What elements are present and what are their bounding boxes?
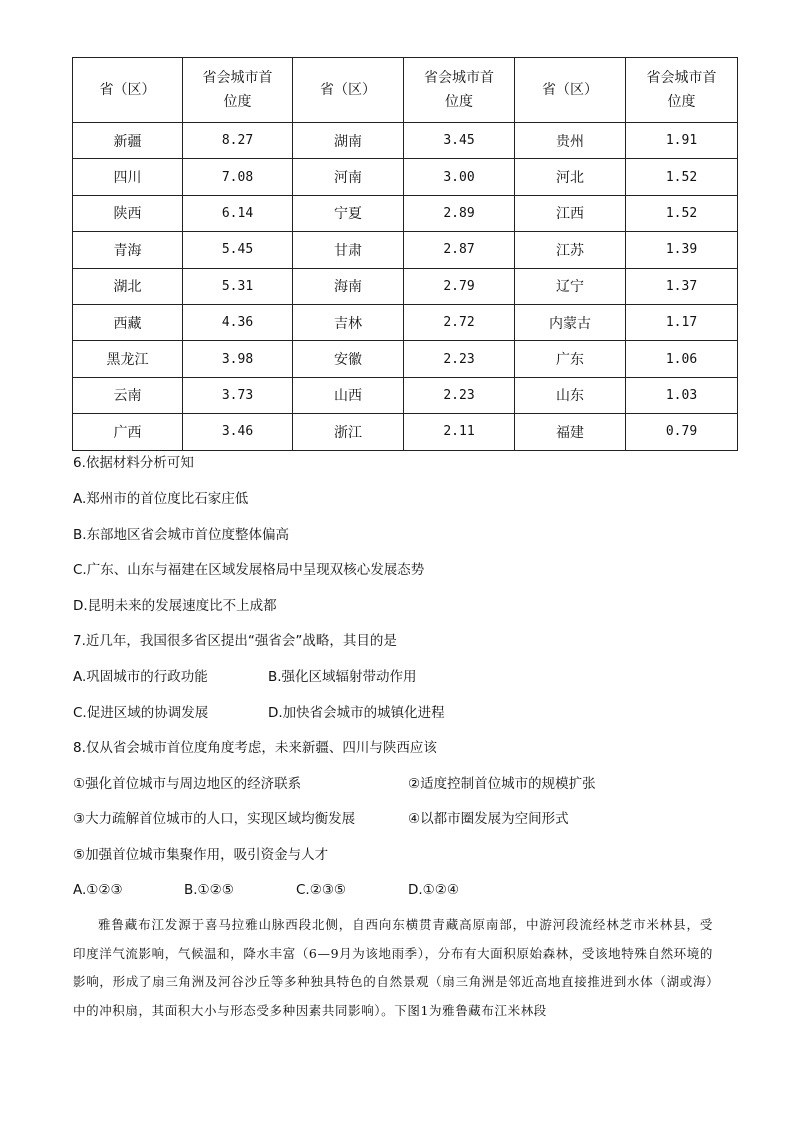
q7-option-b: B.强化区域辐射带动作用	[268, 669, 417, 685]
primacy-cell: 5.45	[183, 232, 293, 268]
primacy-cell: 2.23	[404, 341, 515, 377]
table-row	[73, 304, 738, 340]
header-primacy-3: 省会城市首位度	[626, 58, 738, 123]
province-cell: 吉林	[293, 304, 404, 340]
header-province-1: 省（区）	[73, 58, 183, 123]
primacy-cell: 2.72	[404, 304, 515, 340]
q8-statement-1: ①强化首位城市与周边地区的经济联系	[73, 776, 302, 792]
header-province-3: 省（区）	[515, 58, 626, 123]
primacy-cell: 8.27	[183, 123, 293, 159]
province-cell: 甘肃	[293, 232, 404, 268]
q6-option-d: D.昆明未来的发展速度比不上成都	[73, 598, 277, 614]
table-row	[73, 232, 738, 268]
q8-statement-5: ⑤加强首位城市集聚作用，吸引资金与人才	[73, 847, 329, 863]
table-row	[73, 377, 738, 413]
q8-option-c: C.②③⑤	[296, 882, 347, 898]
province-cell: 浙江	[293, 414, 404, 450]
province-cell: 陕西	[73, 195, 183, 231]
table-row	[73, 268, 738, 304]
province-cell: 新疆	[73, 123, 183, 159]
primacy-cell: 1.52	[626, 195, 738, 231]
primacy-cell: 1.17	[626, 304, 738, 340]
primacy-cell: 4.36	[183, 304, 293, 340]
primacy-cell: 3.46	[183, 414, 293, 450]
province-cell: 内蒙古	[515, 304, 626, 340]
province-cell: 山西	[293, 377, 404, 413]
q7-option-d: D.加快省会城市的城镇化进程	[268, 705, 445, 721]
primacy-cell: 6.14	[183, 195, 293, 231]
primacy-cell: 1.91	[626, 123, 738, 159]
primacy-cell: 1.37	[626, 268, 738, 304]
primacy-cell: 7.08	[183, 159, 293, 195]
q7-stem: 7.近几年，我国很多省区提出“强省会”战略，其目的是	[73, 633, 397, 649]
primacy-cell: 5.31	[183, 268, 293, 304]
primacy-cell: 2.11	[404, 414, 515, 450]
q6-stem: 6.依据材料分析可知	[73, 455, 194, 471]
q8-statement-3: ③大力疏解首位城市的人口，实现区域均衡发展	[73, 811, 356, 827]
table-row	[73, 123, 738, 159]
province-cell: 安徽	[293, 341, 404, 377]
primacy-cell: 3.00	[404, 159, 515, 195]
primacy-cell: 3.45	[404, 123, 515, 159]
primacy-cell: 2.87	[404, 232, 515, 268]
province-cell: 青海	[73, 232, 183, 268]
province-cell: 山东	[515, 377, 626, 413]
q6-option-b: B.东部地区省会城市首位度整体偏高	[73, 527, 290, 543]
primacy-cell: 1.52	[626, 159, 738, 195]
province-cell: 江西	[515, 195, 626, 231]
province-cell: 云南	[73, 377, 183, 413]
province-cell: 海南	[293, 268, 404, 304]
q8-option-b: B.①②⑤	[184, 882, 234, 898]
province-cell: 福建	[515, 414, 626, 450]
q6-option-c: C.广东、山东与福建在区域发展格局中呈现双核心发展态势	[73, 562, 425, 578]
primacy-cell: 0.79	[626, 414, 738, 450]
province-cell: 贵州	[515, 123, 626, 159]
province-cell: 河南	[293, 159, 404, 195]
province-cell: 湖南	[293, 123, 404, 159]
q7-option-a: A.巩固城市的行政功能	[73, 669, 208, 685]
primacy-cell: 1.03	[626, 377, 738, 413]
primacy-cell: 3.98	[183, 341, 293, 377]
capital-primacy-table	[72, 57, 738, 451]
header-primacy-2: 省会城市首位度	[404, 58, 515, 123]
province-cell: 西藏	[73, 304, 183, 340]
reading-passage: 雅鲁藏布江发源于喜马拉雅山脉西段北侧，自西向东横贯青藏高原南部，中游河段流经林芝市米林县，受印度洋气流影响，气候温和，降水丰富（6—9月为该地雨季），分布有大面积原始森林，受该地特殊自然环境的影响，形成了扇三角洲及河谷沙丘等多种独具特色的自然景观（扇三角洲是邻近高地直接推进到水体（湖或海）中的冲积扇，其面积大小与形态受多种因素共同影响）。下图1为雅鲁藏布江米林段	[73, 917, 713, 1018]
table-header-row	[73, 58, 738, 123]
q8-option-a: A.①②③	[73, 882, 123, 898]
primacy-cell: 2.89	[404, 195, 515, 231]
province-cell: 江苏	[515, 232, 626, 268]
header-province-2: 省（区）	[293, 58, 404, 123]
province-cell: 广西	[73, 414, 183, 450]
province-cell: 四川	[73, 159, 183, 195]
q8-statement-4: ④以都市圈发展为空间形式	[408, 811, 569, 827]
q8-statement-2: ②适度控制首位城市的规模扩张	[408, 776, 596, 792]
primacy-cell: 2.79	[404, 268, 515, 304]
q7-option-c: C.促进区域的协调发展	[73, 705, 209, 721]
q8-option-d: D.①②④	[408, 882, 459, 898]
table-row	[73, 159, 738, 195]
table-row	[73, 341, 738, 377]
table-row	[73, 195, 738, 231]
primacy-cell: 3.73	[183, 377, 293, 413]
primacy-cell: 1.39	[626, 232, 738, 268]
header-primacy-1: 省会城市首位度	[183, 58, 293, 123]
primacy-cell: 1.06	[626, 341, 738, 377]
province-cell: 辽宁	[515, 268, 626, 304]
table-row	[73, 414, 738, 450]
primacy-cell: 2.23	[404, 377, 515, 413]
province-cell: 湖北	[73, 268, 183, 304]
province-cell: 宁夏	[293, 195, 404, 231]
q8-stem: 8.仅从省会城市首位度角度考虑，未来新疆、四川与陕西应该	[73, 740, 437, 756]
province-cell: 广东	[515, 341, 626, 377]
province-cell: 河北	[515, 159, 626, 195]
province-cell: 黑龙江	[73, 341, 183, 377]
q6-option-a: A.郑州市的首位度比石家庄低	[73, 491, 249, 507]
